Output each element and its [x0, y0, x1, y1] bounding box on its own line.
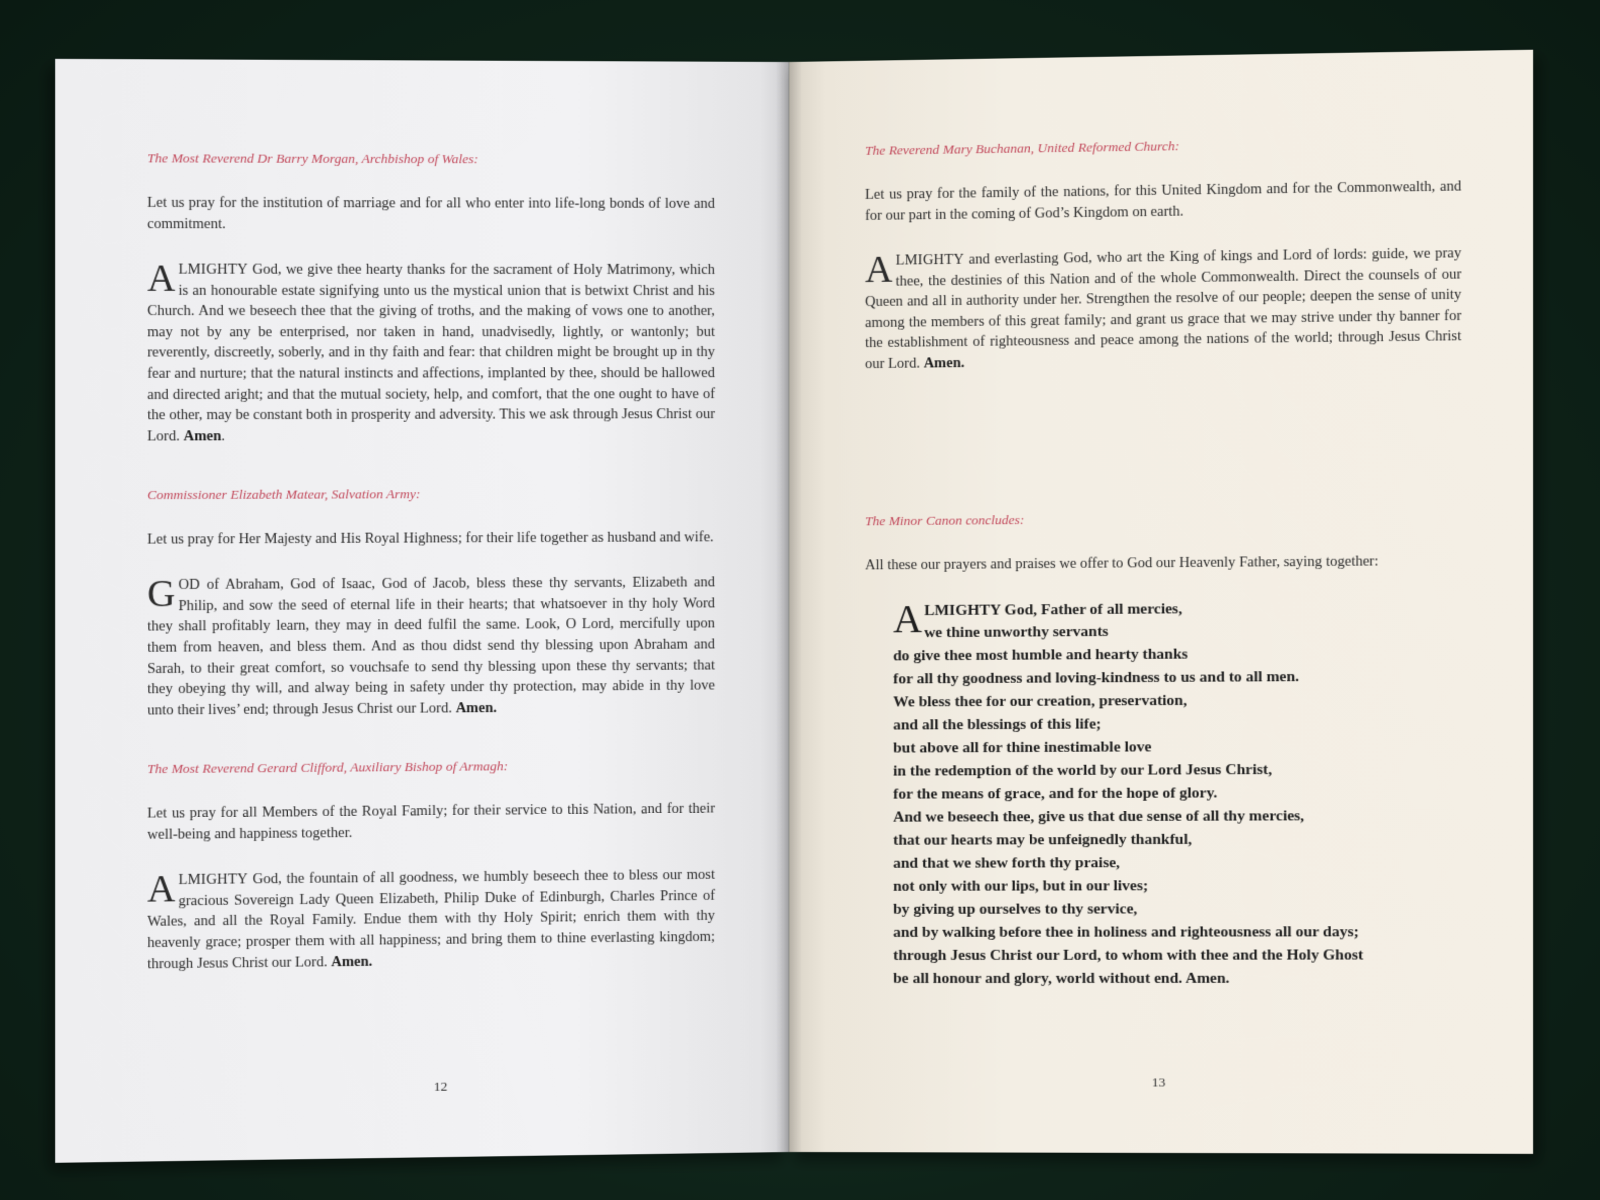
right-page — [789, 50, 1533, 1154]
collect-lead-word: LMIGHTY — [178, 871, 248, 889]
prayer-section-commonwealth — [865, 134, 1461, 375]
verse-line: do give thee most humble and hearty thanks — [893, 645, 1188, 665]
speaker-heading: The Most Reverend Gerard Clifford, Auxiliary Bishop of Armagh: — [147, 758, 509, 777]
prayer-section-marriage — [147, 150, 715, 447]
collect-lead-word: LMIGHTY — [178, 261, 248, 278]
collect-lead-word: OD — [178, 576, 201, 594]
verse-line: that our hearts may be unfeignedly thankful, — [893, 830, 1192, 849]
open-booklet — [64, 62, 1544, 1152]
bidding-text: All these our prayers and praises we offer to God our Heavenly Father, saying together: — [865, 552, 1379, 573]
drop-cap: A — [147, 868, 176, 912]
collect-body: and everlasting God, who art the King of kings and Lord of lords: guide, we pray thee, the destinies of this Nation and of the whole Commonwealth. Direct the counsels of our Queen and all in authority under her. Strengthen the resolve of our people; deepen the sense of unity among the members of this great family; and grant us grace that we may strive under thy banner for the establishment of righteousness and peace among the nations of the world; through Jesus Christ our Lord. — [865, 245, 1462, 373]
prayer-section-royal-family — [147, 757, 715, 975]
verse-line: in the redemption of the world by our Lord Jesus Christ, — [893, 761, 1273, 780]
page-number: 12 — [433, 1078, 448, 1094]
collect-text — [865, 243, 1461, 374]
collect-text — [147, 573, 715, 721]
bidding-text: Let us pray for the institution of marriage and for all who enter into life-long bonds of love and commitment. — [147, 194, 715, 233]
verse-line: We bless thee for our creation, preservation, — [893, 692, 1188, 711]
bidding-text: Let us pray for the family of the nations, for this United Kingdom and for the Commonwealth, and for our part in the coming of God’s Kingdom on earth. — [865, 178, 1462, 224]
collect-body: God, the fountain of all goodness, we humbly beseech thee to bless our most gracious Sovereign Lady Queen Elizabeth, Philip Duke of Edinburgh, Charles Prince of Wales, and all the Royal Family. Endue them with thy Holy Spirit; enrich them with thy heavenly grace; prosper them with all happiness; and bring them to thine everlasting kingdom; through Jesus Christ our Lord. — [147, 867, 715, 973]
speaker-heading: The Most Reverend Dr Barry Morgan, Archbishop of Wales: — [147, 150, 479, 167]
verse-line: and by walking before thee in holiness and righteousness all our days; — [893, 922, 1359, 941]
speaker-heading: Commissioner Elizabeth Matear, Salvation Army: — [147, 486, 421, 503]
collect-text — [147, 865, 715, 975]
verse-line: but above all for thine inestimable love — [893, 738, 1152, 757]
general-thanksgiving-verse — [893, 596, 1461, 991]
drop-cap: A — [147, 257, 176, 300]
bidding-text: Let us pray for all Members of the Royal Family; for their service to this Nation, and for their well-being and happiness together. — [147, 800, 715, 844]
left-page — [55, 59, 789, 1163]
verse-line: And we beseech thee, give us that due sense of all thy mercies, — [893, 807, 1305, 826]
general-thanksgiving-section — [865, 508, 1461, 991]
bidding-text: Let us pray for Her Majesty and His Royal Highness; for their life together as husband and wife. — [147, 529, 714, 548]
page-number: 13 — [1151, 1074, 1166, 1090]
verse-line: and that we shew forth thy praise, — [893, 853, 1120, 872]
prayer-section-royal-couple — [147, 485, 715, 720]
drop-cap: G — [147, 573, 176, 616]
drop-cap: A — [865, 248, 893, 292]
collect-body: God, we give thee hearty thanks for the sacrament of Holy Matrimony, which is an honourable estate signifying unto us the mystical union that is betwixt Christ and his Church. And we beseech thee that the giving of troths, and the making of vows one to another, may not by any be enterprised, nor taken in hand, unadvisedly, lightly, or wantonly; but reverently, discreetly, soberly, and in thy faith and fear: that children might be brought up in thy fear and nurture; that the natural instincts and affections, implanted by thee, should be hallowed and directed aright; and that the mutual society, help, and comfort, that the one ought to have of the other, may be constant both in prosperity and adversity. This we ask through Jesus Christ our Lord. — [147, 261, 715, 445]
collect-body: of Abraham, God of Isaac, God of Jacob, bless these thy servants, Elizabeth and Philip, and sow the seed of eternal life in their hearts; that whatsoever in thy holy Word they shall profitably learn, they may in deed fulfil the same. Look, O Lord, mercifully upon them from heaven, and bless them. And as thou didst send thy blessing upon Abraham and Sarah, to their great comfort, so vouchsafe to send thy blessing upon these thy servants; that they obeying thy will, and alway being in safety under thy protection, may abide in thy love unto their lives’ end; through Jesus Christ our Lord. — [147, 574, 715, 719]
verse-line: we thine unworthy servants — [924, 623, 1109, 642]
drop-cap: A — [893, 595, 923, 641]
amen-response: Amen. — [331, 953, 373, 970]
verse-line: and all the blessings of this life; — [893, 715, 1102, 734]
verse-line: LMIGHTY God, Father of all mercies, — [924, 599, 1183, 619]
collect-text — [147, 257, 715, 447]
collect-lead-word: LMIGHTY — [895, 251, 965, 269]
verse-line: not only with our lips, but in our lives; — [893, 876, 1149, 895]
amen-response: Amen. — [455, 699, 497, 717]
verse-line: be all honour and glory, world without end. Amen. — [893, 969, 1230, 987]
speaker-heading: The Reverend Mary Buchanan, United Reformed Church: — [865, 138, 1180, 158]
amen-response: Amen. — [923, 354, 965, 372]
amen-response: Amen — [183, 427, 222, 445]
verse-line: for all thy goodness and loving-kindness to us and to all men. — [893, 668, 1300, 688]
verse-line: by giving up ourselves to thy service, — [893, 900, 1138, 918]
verse-line: for the means of grace, and for the hope of glory. — [893, 784, 1218, 803]
speaker-heading: The Minor Canon concludes: — [865, 511, 1025, 528]
amen-suffix: . — [221, 427, 225, 445]
verse-line: through Jesus Christ our Lord, to whom with thee and the Holy Ghost — [893, 945, 1364, 964]
